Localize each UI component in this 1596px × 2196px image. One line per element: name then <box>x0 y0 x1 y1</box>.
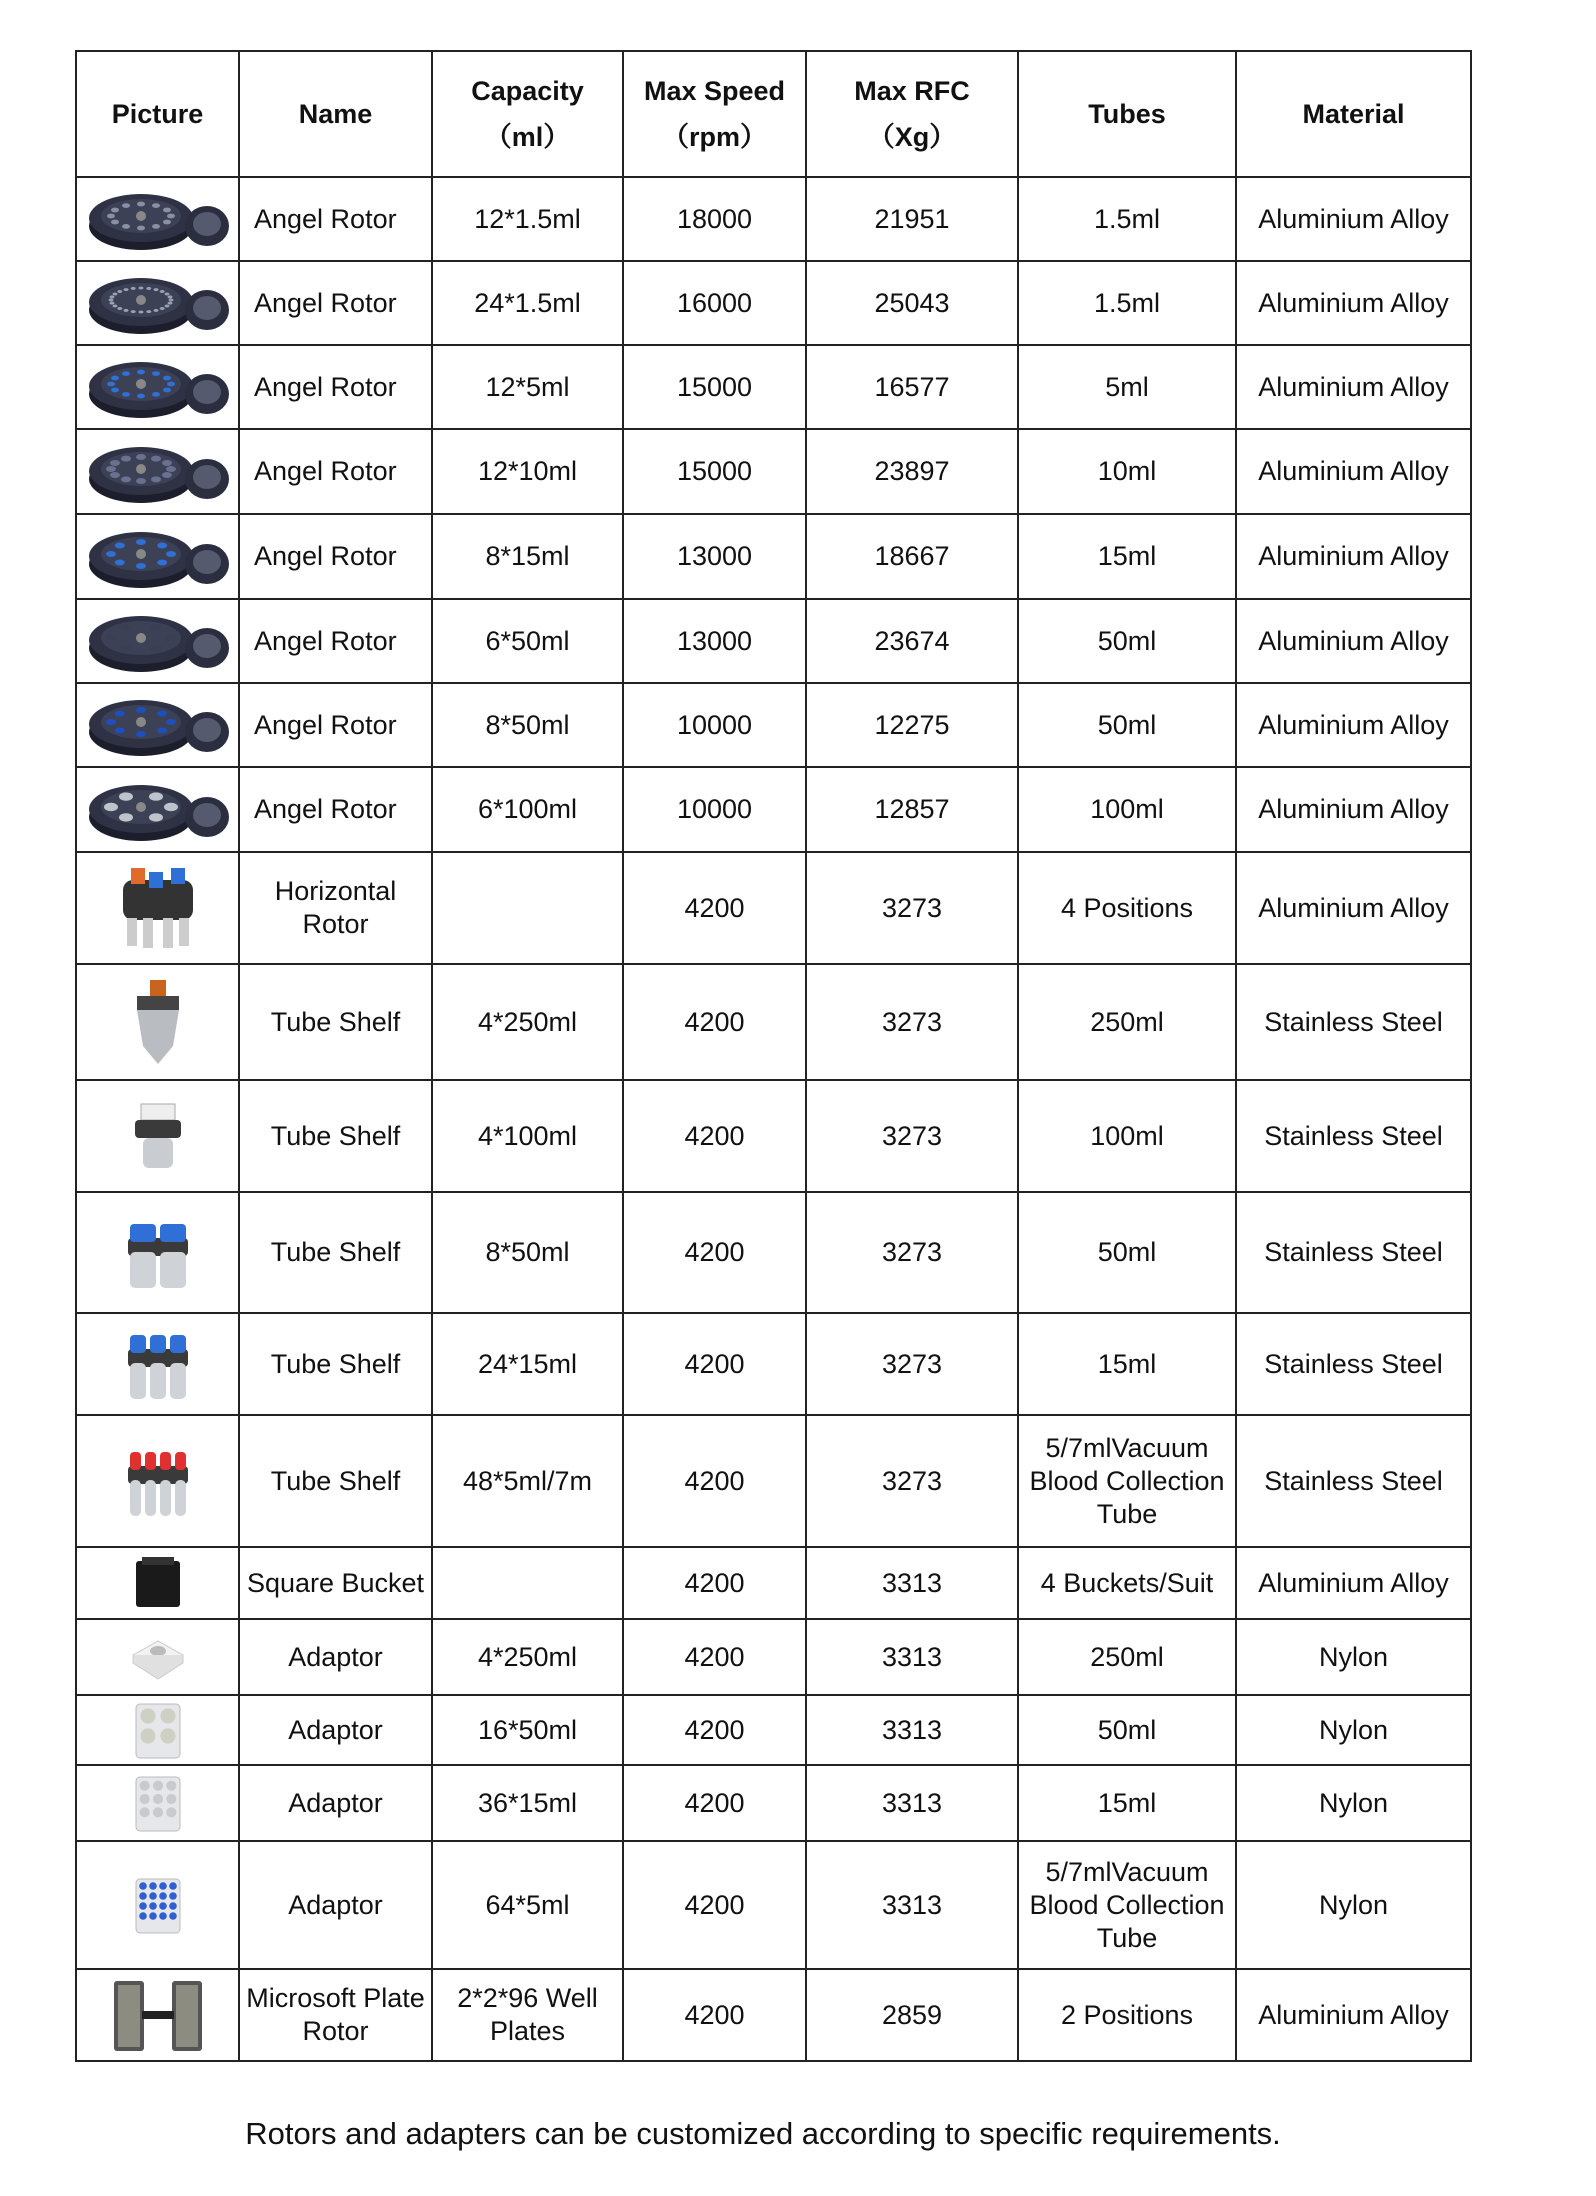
name-cell: Angel Rotor <box>239 261 432 345</box>
picture-cell <box>76 429 239 514</box>
table-row <box>76 1969 1471 2061</box>
material-cell: Aluminium Alloy <box>1236 599 1471 683</box>
name-cell: Microsoft Plate Rotor <box>239 1969 432 2061</box>
material-cell: Aluminium Alloy <box>1236 767 1471 852</box>
picture-cell <box>76 852 239 964</box>
table-row <box>76 1695 1471 1765</box>
name-cell: Tube Shelf <box>239 1192 432 1313</box>
tubes-cell: 4 Buckets/Suit <box>1018 1547 1236 1619</box>
speed-cell: 4200 <box>623 1695 806 1765</box>
speed-cell: 13000 <box>623 514 806 599</box>
rfc-cell: 12857 <box>806 767 1018 852</box>
picture-cell <box>76 964 239 1080</box>
rfc-cell: 2859 <box>806 1969 1018 2061</box>
speed-cell: 4200 <box>623 1192 806 1313</box>
header-picture: Picture <box>76 51 239 177</box>
rfc-cell: 3313 <box>806 1695 1018 1765</box>
picture-cell <box>76 683 239 767</box>
adaptor-15-icon <box>77 1771 238 1835</box>
capacity-cell: 2*2*96 Well Plates <box>432 1969 623 2061</box>
adaptor-50-icon <box>77 1698 238 1762</box>
horizontal-rotor-icon <box>77 860 238 956</box>
name-cell: Tube Shelf <box>239 1313 432 1415</box>
header-max-speed <box>623 51 806 177</box>
picture-cell <box>76 599 239 683</box>
header-row <box>76 51 1471 177</box>
tubes-cell: 2 Positions <box>1018 1969 1236 2061</box>
name-cell: Angel Rotor <box>239 767 432 852</box>
material-cell: Nylon <box>1236 1765 1471 1841</box>
material-cell: Stainless Steel <box>1236 1192 1471 1313</box>
picture-cell <box>76 1695 239 1765</box>
capacity-cell: 8*50ml <box>432 683 623 767</box>
capacity-cell: 6*50ml <box>432 599 623 683</box>
table-row <box>76 1415 1471 1547</box>
table-row <box>76 261 1471 345</box>
picture-cell <box>76 1765 239 1841</box>
tubes-cell: 5/7mlVacuum Blood Collection Tube <box>1018 1415 1236 1547</box>
speed-cell: 4200 <box>623 1619 806 1695</box>
capacity-cell: 48*5ml/7m <box>432 1415 623 1547</box>
rfc-cell: 23897 <box>806 429 1018 514</box>
picture-cell <box>76 1080 239 1192</box>
speed-cell: 4200 <box>623 852 806 964</box>
capacity-cell: 4*250ml <box>432 964 623 1080</box>
speed-cell: 4200 <box>623 1313 806 1415</box>
speed-cell: 15000 <box>623 345 806 429</box>
capacity-cell: 16*50ml <box>432 1695 623 1765</box>
speed-cell: 4200 <box>623 1765 806 1841</box>
speed-cell: 15000 <box>623 429 806 514</box>
capacity-cell: 36*15ml <box>432 1765 623 1841</box>
speed-cell: 4200 <box>623 1969 806 2061</box>
angle-rotor-8x50-icon <box>77 688 238 762</box>
table-row <box>76 1080 1471 1192</box>
tubes-cell: 4 Positions <box>1018 852 1236 964</box>
table-row <box>76 683 1471 767</box>
table-row <box>76 599 1471 683</box>
name-cell: Adaptor <box>239 1841 432 1969</box>
capacity-cell: 24*15ml <box>432 1313 623 1415</box>
speed-cell: 4200 <box>623 1415 806 1547</box>
capacity-cell: 12*1.5ml <box>432 177 623 261</box>
picture-cell <box>76 1313 239 1415</box>
rfc-cell: 3273 <box>806 964 1018 1080</box>
table-row <box>76 1841 1471 1969</box>
picture-cell <box>76 177 239 261</box>
capacity-cell: 12*10ml <box>432 429 623 514</box>
angle-rotor-6x100-icon <box>77 773 238 847</box>
tube-shelf-5-icon <box>77 1436 238 1526</box>
angle-rotor-12x1.5-icon <box>77 182 238 256</box>
name-cell: Angel Rotor <box>239 599 432 683</box>
header-capacity-label: Capacity <box>471 76 584 106</box>
capacity-cell: 12*5ml <box>432 345 623 429</box>
tube-shelf-15-icon <box>77 1319 238 1409</box>
angle-rotor-24x1.5-icon <box>77 266 238 340</box>
material-cell: Aluminium Alloy <box>1236 345 1471 429</box>
rfc-cell: 3313 <box>806 1547 1018 1619</box>
speed-cell: 10000 <box>623 767 806 852</box>
rfc-cell: 18667 <box>806 514 1018 599</box>
name-cell: Angel Rotor <box>239 177 432 261</box>
material-cell: Stainless Steel <box>1236 1415 1471 1547</box>
rfc-cell: 3313 <box>806 1619 1018 1695</box>
tubes-cell: 50ml <box>1018 683 1236 767</box>
name-cell: Horizontal Rotor <box>239 852 432 964</box>
header-tubes: Tubes <box>1018 51 1236 177</box>
name-cell: Angel Rotor <box>239 429 432 514</box>
material-cell: Aluminium Alloy <box>1236 177 1471 261</box>
tubes-cell: 100ml <box>1018 767 1236 852</box>
material-cell: Aluminium Alloy <box>1236 261 1471 345</box>
microplate-rotor-icon <box>77 1973 238 2057</box>
speed-cell: 4200 <box>623 1547 806 1619</box>
tubes-cell: 1.5ml <box>1018 261 1236 345</box>
material-cell: Stainless Steel <box>1236 1080 1471 1192</box>
angle-rotor-6x50-icon <box>77 604 238 678</box>
tubes-cell: 10ml <box>1018 429 1236 514</box>
name-cell: Tube Shelf <box>239 1415 432 1547</box>
adaptor-5-icon <box>77 1873 238 1937</box>
tubes-cell: 5ml <box>1018 345 1236 429</box>
rfc-cell: 3273 <box>806 852 1018 964</box>
table-row <box>76 964 1471 1080</box>
material-cell: Stainless Steel <box>1236 1313 1471 1415</box>
material-cell: Nylon <box>1236 1841 1471 1969</box>
material-cell: Aluminium Alloy <box>1236 1547 1471 1619</box>
picture-cell <box>76 1547 239 1619</box>
name-cell: Angel Rotor <box>239 683 432 767</box>
tubes-cell: 15ml <box>1018 514 1236 599</box>
tubes-cell: 50ml <box>1018 599 1236 683</box>
header-max-rfc-unit: （Xg） <box>867 122 957 152</box>
square-bucket-icon <box>77 1553 238 1613</box>
header-capacity <box>432 51 623 177</box>
capacity-cell: 8*50ml <box>432 1192 623 1313</box>
rfc-cell: 23674 <box>806 599 1018 683</box>
table-row <box>76 177 1471 261</box>
header-max-speed-label: Max Speed <box>643 76 786 106</box>
capacity-cell: 64*5ml <box>432 1841 623 1969</box>
picture-cell <box>76 1619 239 1695</box>
angle-rotor-12x5-icon <box>77 350 238 424</box>
capacity-cell <box>432 1547 623 1619</box>
table-row <box>76 852 1471 964</box>
tubes-cell: 250ml <box>1018 964 1236 1080</box>
header-material: Material <box>1236 51 1471 177</box>
tubes-cell: 1.5ml <box>1018 177 1236 261</box>
material-cell: Aluminium Alloy <box>1236 1969 1471 2061</box>
angle-rotor-12x10-icon <box>77 435 238 509</box>
angle-rotor-8x15-icon <box>77 520 238 594</box>
adaptor-250-icon <box>77 1627 238 1687</box>
header-capacity-unit: （ml） <box>484 122 571 152</box>
table-row <box>76 1619 1471 1695</box>
table-row <box>76 1313 1471 1415</box>
speed-cell: 4200 <box>623 1841 806 1969</box>
tube-shelf-50-icon <box>77 1208 238 1298</box>
material-cell: Nylon <box>1236 1619 1471 1695</box>
speed-cell: 4200 <box>623 1080 806 1192</box>
capacity-cell: 8*15ml <box>432 514 623 599</box>
tube-shelf-100-icon <box>77 1096 238 1176</box>
table-row <box>76 1547 1471 1619</box>
material-cell: Aluminium Alloy <box>1236 429 1471 514</box>
tubes-cell: 5/7mlVacuum Blood Collection Tube <box>1018 1841 1236 1969</box>
name-cell: Tube Shelf <box>239 1080 432 1192</box>
speed-cell: 16000 <box>623 261 806 345</box>
capacity-cell: 6*100ml <box>432 767 623 852</box>
rotor-spec-table <box>75 50 1472 2062</box>
table-row <box>76 1192 1471 1313</box>
picture-cell <box>76 261 239 345</box>
rfc-cell: 3273 <box>806 1415 1018 1547</box>
material-cell: Aluminium Alloy <box>1236 514 1471 599</box>
rfc-cell: 25043 <box>806 261 1018 345</box>
picture-cell <box>76 1841 239 1969</box>
header-max-rfc <box>806 51 1018 177</box>
material-cell: Aluminium Alloy <box>1236 683 1471 767</box>
picture-cell <box>76 514 239 599</box>
capacity-cell: 4*250ml <box>432 1619 623 1695</box>
material-cell: Stainless Steel <box>1236 964 1471 1080</box>
tube-shelf-250-icon <box>77 974 238 1070</box>
tubes-cell: 50ml <box>1018 1192 1236 1313</box>
tubes-cell: 15ml <box>1018 1313 1236 1415</box>
table-row <box>76 767 1471 852</box>
material-cell: Aluminium Alloy <box>1236 852 1471 964</box>
speed-cell: 13000 <box>623 599 806 683</box>
tubes-cell: 50ml <box>1018 1695 1236 1765</box>
rfc-cell: 3273 <box>806 1313 1018 1415</box>
rfc-cell: 3273 <box>806 1080 1018 1192</box>
header-max-speed-unit: （rpm） <box>661 122 767 152</box>
speed-cell: 18000 <box>623 177 806 261</box>
name-cell: Square Bucket <box>239 1547 432 1619</box>
table-row <box>76 345 1471 429</box>
tubes-cell: 15ml <box>1018 1765 1236 1841</box>
tubes-cell: 100ml <box>1018 1080 1236 1192</box>
material-cell: Nylon <box>1236 1695 1471 1765</box>
name-cell: Angel Rotor <box>239 514 432 599</box>
picture-cell <box>76 767 239 852</box>
rfc-cell: 12275 <box>806 683 1018 767</box>
picture-cell <box>76 1969 239 2061</box>
name-cell: Adaptor <box>239 1695 432 1765</box>
name-cell: Adaptor <box>239 1619 432 1695</box>
rfc-cell: 3313 <box>806 1765 1018 1841</box>
header-max-rfc-label: Max RFC <box>854 76 970 106</box>
table-row <box>76 514 1471 599</box>
speed-cell: 10000 <box>623 683 806 767</box>
footer-note: Rotors and adapters can be customized according to specific requirements. <box>245 2116 1281 2151</box>
table-row <box>76 429 1471 514</box>
picture-cell <box>76 1415 239 1547</box>
tubes-cell: 250ml <box>1018 1619 1236 1695</box>
rfc-cell: 3273 <box>806 1192 1018 1313</box>
speed-cell: 4200 <box>623 964 806 1080</box>
capacity-cell: 4*100ml <box>432 1080 623 1192</box>
capacity-cell: 24*1.5ml <box>432 261 623 345</box>
name-cell: Adaptor <box>239 1765 432 1841</box>
table-row <box>76 1765 1471 1841</box>
name-cell: Angel Rotor <box>239 345 432 429</box>
name-cell: Tube Shelf <box>239 964 432 1080</box>
rfc-cell: 16577 <box>806 345 1018 429</box>
rfc-cell: 21951 <box>806 177 1018 261</box>
header-name: Name <box>239 51 432 177</box>
capacity-cell <box>432 852 623 964</box>
rfc-cell: 3313 <box>806 1841 1018 1969</box>
picture-cell <box>76 1192 239 1313</box>
picture-cell <box>76 345 239 429</box>
